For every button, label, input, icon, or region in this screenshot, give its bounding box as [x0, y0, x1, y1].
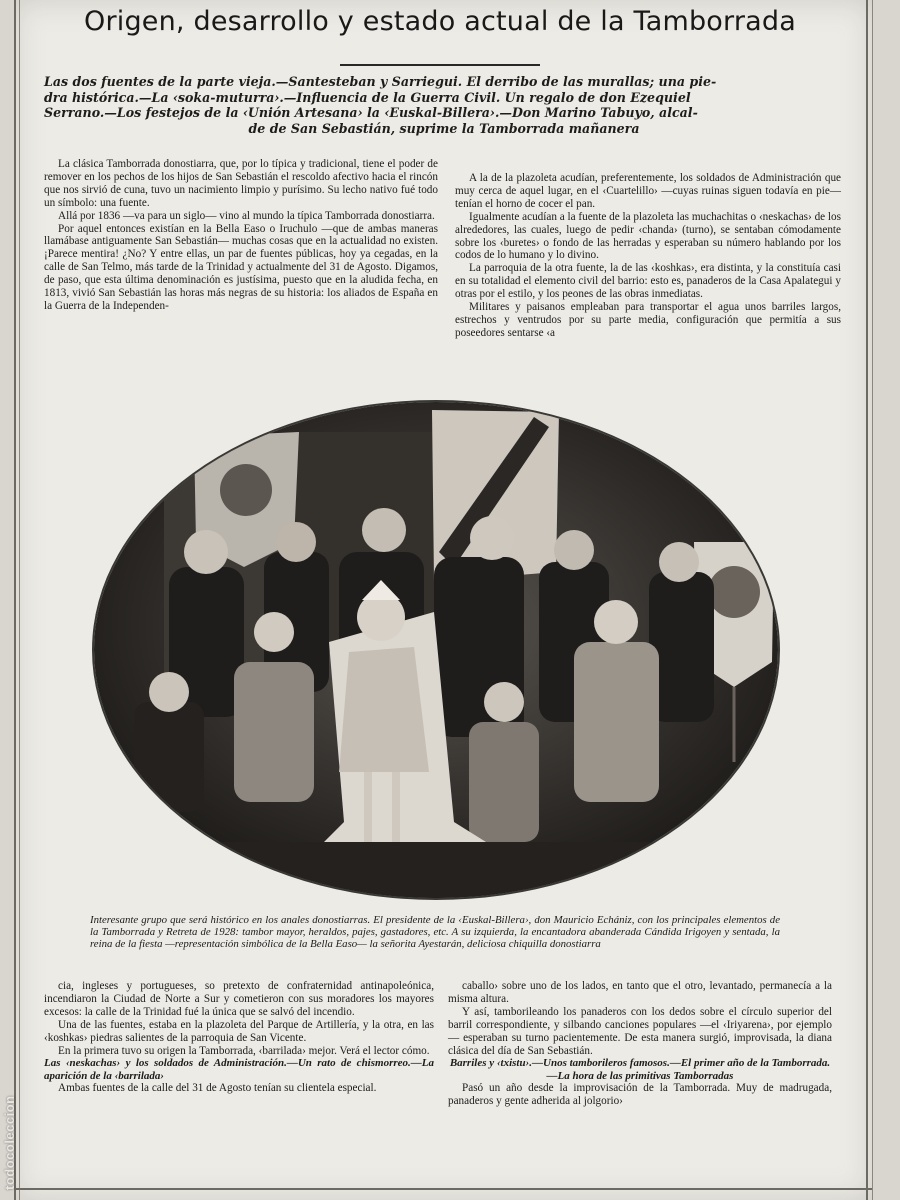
summary-line: dra histórica.—La ‹soka-muturra›.—Influencia de la Guerra Civil. Un regalo de don Ezequiel — [44, 89, 691, 105]
column-bottom-left — [44, 980, 434, 1095]
section-subhead: Las ‹neskachas› y los soldados de Administración.—Un rato de chismorreo.—La aparición de la ‹barrilada› — [44, 1057, 434, 1082]
column-top-right — [455, 172, 841, 340]
paragraph: Y así, tamborileando los panaderos con los dedos sobre el círculo superior del barril correspondiente, y silbando canciones populares —el ‹Iriyarena›, por ejemplo— esperaban su turno pacientemente. De esta manera surgió, improvisada, la diana clásica del día de San Sebastián. — [448, 1005, 832, 1057]
column-top-left — [44, 158, 438, 313]
page-border-bottom — [14, 1188, 872, 1190]
page-border-left-inner — [19, 0, 20, 1200]
photo-caption: Interesante grupo que será histórico en los anales donostiarras. El presidente de la ‹Euskal-Billera›, don Mauricio Echániz, con los principales elementos de la Tamborrada y Retreta de 1928: tambor mayor, heraldos, pajes, gastadores, etc. A su izquierda, la encantadora abanderada Cándida Irigoyen y sentada, la reina de la fiesta —representación simbólica de la Bella Easo— la señorita Ayestarán, deliciosa chiquilla donostiarra — [90, 914, 780, 950]
paragraph: Allá por 1836 —va para un siglo— vino al mundo la típica Tamborrada donostiarra. — [58, 209, 435, 222]
paragraph: Por aquel entonces existían en la Bella Easo o Iruchulo —que de ambas maneras llamábase antiguamente San Sebastián— muchas cosas que en la actualidad no existen. ¡Parece mentira! ¿No? Y entre ellas, un par de fuentes públicas, hoy ya cegadas, en la calle de San Telmo, más tarde de la Trinidad y actualmente del 31 de Agosto. Digamos, de paso, que esta última denominación es justísima, puesto que en la aludida fecha, en 1813, vivió San Sebastián las horas más negras de su historia: los aliados de España en la Guerra de la Independen- — [44, 222, 438, 312]
title-underline — [340, 64, 540, 66]
paragraph: La parroquia de la otra fuente, la de las ‹koshkas›, era distinta, y la constituía casi en su totalidad el elemento civil del barrio: esto es, panaderos de la Casa Apalategui y otras por el estilo, y los peones de las obras inmediatas. — [455, 262, 841, 301]
paragraph: A la de la plazoleta acudían, preferentemente, los soldados de Administración que muy cerca de aquel lugar, en el ‹Cuartelillo› —cuyas ruinas siguen todavía en pie— tenían el horno de cocer el pan. — [455, 172, 841, 210]
summary-line: Serrano.—Los festejos de la ‹Unión Artesana› la ‹Euskal-Billera›.—Don Marino Tabuyo, alcal- — [44, 105, 698, 120]
watermark: todocoleccion — [2, 1095, 17, 1190]
page-border-right — [866, 0, 868, 1200]
article-title: Origen, desarrollo y estado actual de la Tamborrada — [84, 6, 796, 37]
paragraph: cia, ingleses y portugueses, so pretexto de confraternidad antinapoleónica, incendiaron la Ciudad de Norte a Sur y cometieron con sus moradores los mayores excesos: la calle de la Trinidad fué la única que se salvó del incendio. — [44, 980, 434, 1018]
paragraph: Igualmente acudían a la fuente de la plazoleta las muchachitas o ‹neskachas› de los alrededores, las cuales, luego de pedir ‹chanda› (turno), se sentaban cómodamente sobre los ‹buretes› o fondo de las herradas y esperaban su número hablando por los codos de lo humano y lo divino. — [455, 210, 841, 262]
summary-line: Las dos fuentes de la parte vieja.—Santesteban y Sarriegui. El derribo de las murallas; una pie- — [44, 74, 717, 89]
paragraph: Ambas fuentes de la calle del 31 de Agosto tenían su clientela especial. — [58, 1082, 377, 1095]
article-summary — [44, 74, 844, 136]
photograph-image — [94, 402, 778, 898]
summary-line: de de San Sebastián, suprime la Tamborrada mañanera — [248, 120, 640, 136]
paragraph: Una de las fuentes, estaba en la plazoleta del Parque de Artillería, y la otra, en las ‹koshkas› piedras salientes de la parroquia de San Vicente. — [44, 1018, 434, 1044]
paragraph: Militares y paisanos empleaban para transportar el agua unos barriles largos, estrechos y ventrudos por su parte media, configuración que permitía a sus poseedores sentarse ‹a — [455, 301, 841, 339]
page-border-right-inner — [872, 0, 873, 1200]
column-bottom-right — [448, 980, 832, 1108]
paragraph: Pasó un año desde la improvisación de la Tamborrada. Muy de madrugada, panaderos y gente adherida al jolgorio› — [448, 1082, 832, 1108]
group-photograph — [92, 400, 780, 900]
section-subhead: Barriles y ‹txistu›.—Unos tamborileros famosos.—El primer año de la Tamborrada.—La hora de las primitivas Tamborradas — [449, 1057, 831, 1082]
paragraph: En la primera tuvo su origen la Tamborrada, ‹barrilada› mejor. Verá el lector cómo. — [58, 1044, 430, 1057]
paragraph: La clásica Tamborrada donostiarra, que, por lo típica y tradicional, tiene el poder de remover en los pechos de los hijos de San Sebastián el rescoldo afectivo hacia el rincón que nos sirvió de cuna, tuvo un nacimiento limpio y purísimo. Su lecho nativo fué todo un símbolo: una fuente. — [44, 158, 438, 209]
paragraph: caballo› sobre uno de los lados, en tanto que el otro, levantado, permanecía a la misma altura. — [448, 980, 832, 1005]
